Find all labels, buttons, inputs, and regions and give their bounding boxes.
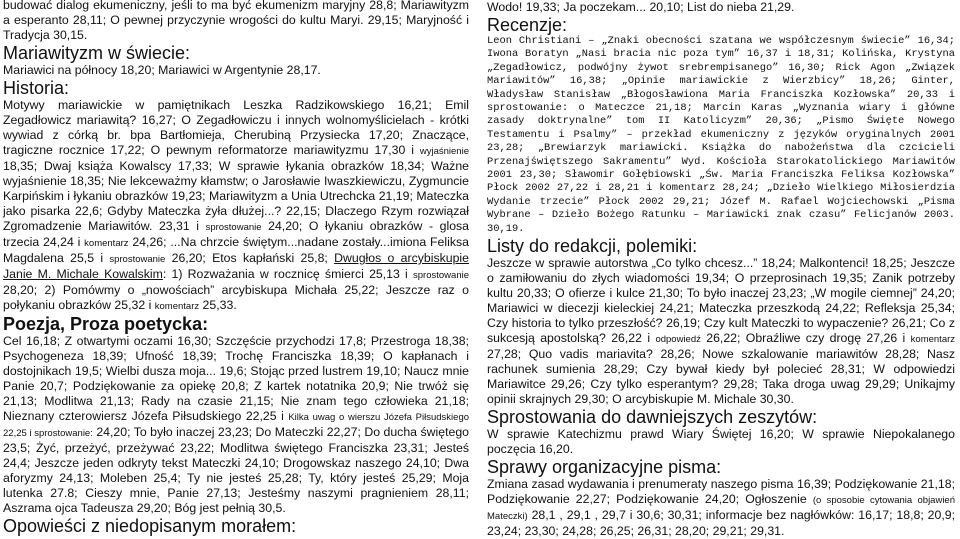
intro-text: budować dialog ekumeniczny, jeśli to ma być ekumenizm maryjny 28,8; Mariawityzm a esperanto 28,11; O pewnej przyczynie wrogości do kultu Maryi. 29,15; Maryjność i Tradycja 30,15.	[3, 0, 469, 42]
section-heading-sprawy: Sprawy organizacyjne pisma:	[487, 457, 722, 478]
right-column	[487, 0, 955, 539]
section-heading-recenzje: Recenzje:	[487, 15, 568, 35]
sprawy-text: Zmiana zasad wydawania i prenumeraty naszego pisma 16,39; Podziękowanie 21,18; Podziękowanie 22,27; Podziękowanie 24,20; Ogłoszenie	[487, 477, 955, 507]
historia-note-4: sprostowanie	[109, 254, 166, 265]
section-heading-historia: Historia:	[3, 78, 70, 98]
poezja-text-2: 24,20; To było inaczej 23,23; Do Mateczki 22,27; Do ducha świętego 23,5; Żyć, przeżyć, przeżywać 23,22; Modlitwa świętego Franciszka 23,31; Jesteś 24,4; Jeszcze jeden odkryty tekst Mateczki 24,10; Drogowskaz naszego 24,10; Dwa aforyzmy 24,13; Moleben 25,4; Ty nie jesteś 25,28; Ty, który jesteś 25,29; Moja lutenka 27.8; Cieszy mnie, Panie 27,13; Jesteśmy naszymi pragnieniem 28,11; Aszrama ojca Tadeusza 29,20; Bóg jest pełnią 30,5.	[3, 425, 469, 515]
section-heading-mariawityzm: Mariawityzm w świecie:	[3, 43, 191, 63]
historia-text-7: 28,20; 2) Pomówmy o „nowościach” arcybiskupa Michała 25,22; Jeszcze raz o połykaniu obrazków 25,32 i	[3, 283, 469, 312]
historia-note: wyjaśnienie	[419, 146, 469, 157]
section-heading-sprostowania: Sprostowania do dawniejszych zeszytów:	[487, 407, 818, 428]
poezja-paragraph	[3, 334, 469, 516]
historia-text-4: 24,26; ...Na chrzcie świętym...nadane zostały...imiona Feliksa Magdalena 25,5 i	[3, 235, 469, 265]
sprostowania-paragraph: W sprawie Katechizmu prawd Wiary Świętej 16,20; W sprawie Niepokalanego poczęcia 16,20.	[487, 427, 955, 457]
section-heading-listy: Listy do redakcji, polemiki:	[487, 236, 698, 257]
historia-paragraph	[3, 98, 469, 314]
listy-text: Jeszcze w sprawie autorstwa „Co tylko chcesz...” 18,24; Malkontenci! 18,25; Jeszcze o zamiłowaniu do złych wiadomości 19,34; O przeprosinach 19,35; Zanik potrzeby kultu 20,33; O ofierze i kulce 21,30; To było inaczej 23,23; „W mogile ciemnej” 24,20; Mariawici w diecezji kieleckiej 24,21; Mateczka przeszkodą 24,22; Refleksja 25,34; Czy historia to tylko przeszłość? 26,19; Czy kult Mateczki to wypaczenie? 26,21; Co z sukcesją apostolską? 26,22 i	[487, 256, 955, 346]
historia-note-5: sprostowanie	[413, 270, 469, 281]
sprawy-paragraph	[487, 477, 955, 539]
historia-text-6: : 1) Rozważania w rocznicę śmierci 25,13 i	[162, 267, 408, 281]
sprawy-note: (o sposobie cytowania objawień Mateczki)	[487, 495, 956, 523]
listy-text-2: 26,22; Obraźliwe czy drogę 27,26 i	[706, 331, 906, 346]
historia-note-6: komentarz	[154, 301, 200, 312]
section-heading-poezja: Poezja, Proza poetycka:	[3, 314, 209, 334]
listy-text-3: 27,28; Quo vadis mariavita? 28,26; Nowe szkalowanie mariawitów 28,28; Nasz rachunek sumienia 28,29; Czy bywał kiedy był polecieć 28,31; W odpowiedzi Mariawitce 29,26; Czy tylko esperantym? 29,28; Taka droga uwag 29,29; Unikajmy opinii skrajnych 29,30; O arcybiskupie M. Michale 30,30.	[487, 347, 955, 407]
left-column	[3, 0, 469, 536]
historia-text-5: 26,20; Etos kapłański 25,8;	[171, 251, 328, 265]
mariawityzm-paragraph: Mariawici na północy 18,20; Mariawici w Argentynie 28,17.	[3, 63, 321, 77]
sprawy-text-2: 28,1 , 29,1 , 29,7 i 30,6; 30,31; informacje bez nagłówków: 16,17; 18,8; 20,9; 23,24; 23,30; 24,28; 26,25; 26,31; 28,20; 29,21; 29,31.	[487, 508, 955, 539]
poezja-text: Cel 16,18; Z otwartymi oczami 16,30; Szczęście przychodzi 17,8; Przestroga 18,38; Psychogeneza 18,39; Ufność 18,39; Trochę Franciszka 18,39; O kapłanach i dostojnikach 19,5; Wielbi dusza moja... 19,6; Stojąc przed lustrem 19,10; Naucz mnie Panie 20,7; Podziękowanie za opiekę 20,8; Z kartek notatnika 20,9; Nie trwóż się 21,13; Modlitwa 21,13; Rady na czasie 21,15; Nie znam tego człowieka 21,18; Nieznany czterowiersz Józefa Piłsudskiego 22,25 i	[3, 334, 469, 423]
intro-paragraph	[3, 0, 469, 43]
historia-text: Motywy mariawickie w pamiętnikach Leszka Radzikowskiego 16,21; Emil Zegadłowicz mariawitą? 16,27; O Zegadłowiczu i innych wolnomyślicielach - krótki wywiad z córką br. bpa Bartłomieja, Cherubiną Przysiecka 17,20; Znaczące, tragiczne rocznice 17,22; O pewnym reformatorze mariawityzmu 17,30 i	[3, 98, 469, 157]
historia-text-3: 24,20; O łykaniu obrazków - glosa trzecia 24,24 i	[3, 219, 470, 249]
listy-paragraph	[487, 256, 955, 407]
section-heading-opowiesci: Opowieści z niedopisanym morałem:	[3, 516, 297, 536]
historia-note-3: komentarz	[84, 238, 129, 249]
historia-text-2: 18,35; Dwaj książa Kowalscy 17,33; W sprawie łykania obrazków 18,34; Ważne wyjaśnienie 18,35; Nie lekceważmy kłamstw; o Jarosławie Iwaszkiewiczu, Zygmuncie Karpińskim i łykaniu obrazków 19,23; Mariawityzm a Unia Utrechcka 21,19; Mateczka jako pisarka 22,6; Gdyby Mateczka żyła dłużej...? 22,15; Dlaczego Rzym rozwiązał Zgromadzenie Mariawitów. 23,31 i	[3, 159, 469, 233]
historia-link-dwuglos[interactable]: Dwugłos o arcybiskupie Janie M. Michale Kowalskim	[3, 251, 469, 281]
historia-note-2: sprostowanie	[205, 222, 262, 233]
poezja-note: Kilka uwag o wierszu Józefa Piłsudskiego 22,25 i sprostowanie:	[3, 412, 470, 439]
right-intro-paragraph: Wodo! 19,33; Ja poczekam... 20,10; List do nieba 21,29.	[487, 0, 795, 14]
listy-note: odpowiedź	[655, 334, 701, 346]
listy-note-2: komentarz	[910, 334, 956, 346]
historia-text-8: 25,33.	[202, 298, 237, 312]
recenzje-paragraph: Leon Christiani – „Znaki obecności szatana we współczesnym świecie” 16,34; Iwona Boratyn „Nasi bracia nic poza tym” 16,37 i 18,31; Kolińska, Krystyna „Zegadłowicz, podwójny żywot srebrempisanego” 16,30; Rick Agon „Związek Mariawitów” 16,38; „Opinie mariawickie z Wierzbicy” 18,26; Ginter, Władysław Stanisław „Błogosławiona Maria Franciszka Kozłowska” 20,33 i sprostowanie: o Mateczce 21,18; Marcin Karas „Wyznania wiary i główne zasady doktrynalne” tom II Katolicyzm” 20,36; „Pismo Święte Nowego Testamentu i Psalmy” – przekład ekumeniczny z języków oryginalnych 2001 23,28; „Brewiarzyk mariawicki. Książka do nabożeństwa dla czcicieli Przenajświętszego Sakramentu” Wyd. Kościoła Starokatolickiego Mariawitów 2001 23,30; Sławomir Gołębiowski „Św. Maria Franciszka Feliksa Kozłowska” Płock 2002 27,22 i 28,21 i komentarz 28,24; „Dzieło Wielkiego Miłosierdzia Wydanie trzecie” Płock 2002 29,21; Józef M. Rafael Wojciechowski „Pisma Wybrane – Dzieło Bożego Ratunku – Mariawicki znak czasu” Felicjanów 2003. 30,19.	[487, 35, 955, 235]
